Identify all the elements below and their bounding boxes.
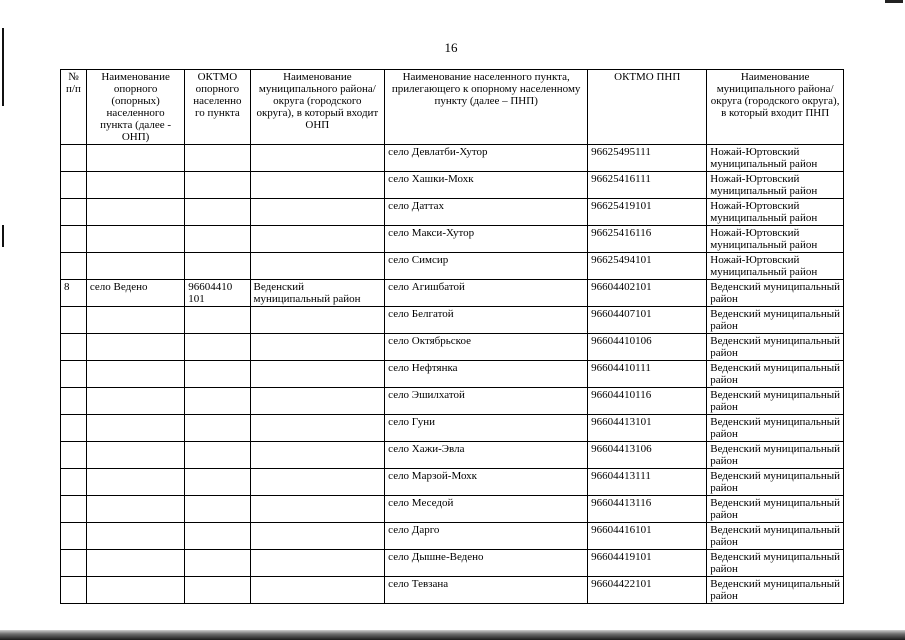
cell-pnp-district: Веденский муниципальный район xyxy=(707,415,844,442)
cell-onp-oktmo xyxy=(185,334,250,361)
table-row xyxy=(61,496,844,523)
cell-onp-name xyxy=(86,334,184,361)
cell-onp-name xyxy=(86,361,184,388)
cell-num xyxy=(61,415,87,442)
cell-onp-name xyxy=(86,199,184,226)
cell-pnp-oktmo: 96604413106 xyxy=(588,442,707,469)
cell-pnp-name: село Агишбатой xyxy=(385,280,588,307)
table-row xyxy=(61,307,844,334)
cell-pnp-oktmo: 96625416111 xyxy=(588,172,707,199)
table-row xyxy=(61,442,844,469)
cell-onp-district xyxy=(250,253,385,280)
cell-onp-district xyxy=(250,199,385,226)
table-row xyxy=(61,226,844,253)
cell-pnp-district: Веденский муниципальный район xyxy=(707,442,844,469)
cell-onp-oktmo xyxy=(185,442,250,469)
cell-pnp-name: село Хажи-Эвла xyxy=(385,442,588,469)
cell-pnp-district: Ножай-Юртовский муниципальный район xyxy=(707,226,844,253)
cell-onp-name xyxy=(86,226,184,253)
cell-num xyxy=(61,172,87,199)
cell-num xyxy=(61,469,87,496)
cell-onp-district xyxy=(250,577,385,604)
scan-bottom-edge xyxy=(0,630,905,640)
table-row xyxy=(61,577,844,604)
cell-onp-district xyxy=(250,334,385,361)
scan-edge-mark xyxy=(885,0,903,3)
cell-pnp-oktmo: 96604410111 xyxy=(588,361,707,388)
cell-pnp-district: Веденский муниципальный район xyxy=(707,550,844,577)
cell-onp-district xyxy=(250,496,385,523)
cell-onp-district: Веденский муниципальный район xyxy=(250,280,385,307)
cell-pnp-name: село Гуни xyxy=(385,415,588,442)
cell-onp-name xyxy=(86,442,184,469)
cell-onp-oktmo xyxy=(185,199,250,226)
settlements-table xyxy=(60,69,844,604)
header-onp-name: Наименование опорного (опорных) населенного пункта (далее - ОНП) xyxy=(86,70,184,145)
cell-onp-oktmo xyxy=(185,145,250,172)
cell-pnp-oktmo: 96604413111 xyxy=(588,469,707,496)
scan-edge-mark xyxy=(2,28,4,106)
cell-pnp-oktmo: 96625416116 xyxy=(588,226,707,253)
table-row xyxy=(61,172,844,199)
cell-onp-oktmo xyxy=(185,577,250,604)
header-pnp-district: Наименование муниципального района/округа (городского округа), в который входит ПНП xyxy=(707,70,844,145)
cell-onp-name xyxy=(86,469,184,496)
cell-onp-district xyxy=(250,442,385,469)
header-onp-oktmo: ОКТМО опорного населенно го пункта xyxy=(185,70,250,145)
table-row xyxy=(61,280,844,307)
cell-pnp-name: село Симсир xyxy=(385,253,588,280)
cell-pnp-district: Веденский муниципальный район xyxy=(707,523,844,550)
cell-onp-district xyxy=(250,226,385,253)
cell-num xyxy=(61,361,87,388)
header-pnp-oktmo: ОКТМО ПНП xyxy=(588,70,707,145)
page-number: 16 xyxy=(444,40,458,55)
table-header xyxy=(61,70,844,145)
cell-num xyxy=(61,550,87,577)
cell-num xyxy=(61,145,87,172)
cell-pnp-oktmo: 96625419101 xyxy=(588,199,707,226)
cell-pnp-oktmo: 96604413101 xyxy=(588,415,707,442)
cell-onp-oktmo xyxy=(185,226,250,253)
table-row xyxy=(61,199,844,226)
cell-onp-oktmo xyxy=(185,253,250,280)
cell-num xyxy=(61,253,87,280)
cell-num xyxy=(61,334,87,361)
cell-onp-name xyxy=(86,145,184,172)
cell-pnp-name: село Нефтянка xyxy=(385,361,588,388)
cell-pnp-oktmo: 96604410116 xyxy=(588,388,707,415)
header-onp-district: Наименование муниципального района/округа (городского округа), в который входит ОНП xyxy=(250,70,385,145)
header-num: № п/п xyxy=(61,70,87,145)
cell-onp-district xyxy=(250,388,385,415)
cell-onp-district xyxy=(250,361,385,388)
cell-onp-district xyxy=(250,469,385,496)
cell-pnp-district: Веденский муниципальный район xyxy=(707,361,844,388)
cell-pnp-name: село Девлатби-Хутор xyxy=(385,145,588,172)
cell-pnp-district: Веденский муниципальный район xyxy=(707,577,844,604)
cell-onp-district xyxy=(250,523,385,550)
cell-pnp-district: Ножай-Юртовский муниципальный район xyxy=(707,172,844,199)
cell-onp-name xyxy=(86,415,184,442)
cell-onp-name xyxy=(86,253,184,280)
cell-pnp-district: Ножай-Юртовский муниципальный район xyxy=(707,253,844,280)
table-row xyxy=(61,523,844,550)
table-row xyxy=(61,334,844,361)
cell-num xyxy=(61,307,87,334)
cell-pnp-name: село Даттах xyxy=(385,199,588,226)
cell-onp-oktmo xyxy=(185,172,250,199)
cell-pnp-oktmo: 96604422101 xyxy=(588,577,707,604)
cell-pnp-name: село Дышне-Ведено xyxy=(385,550,588,577)
cell-pnp-district: Веденский муниципальный район xyxy=(707,280,844,307)
cell-pnp-oktmo: 96604416101 xyxy=(588,523,707,550)
cell-onp-name xyxy=(86,388,184,415)
cell-pnp-district: Ножай-Юртовский муниципальный район xyxy=(707,199,844,226)
table-row xyxy=(61,469,844,496)
cell-num xyxy=(61,199,87,226)
table-row xyxy=(61,253,844,280)
cell-pnp-oktmo: 96604402101 xyxy=(588,280,707,307)
cell-onp-oktmo xyxy=(185,523,250,550)
cell-num xyxy=(61,442,87,469)
cell-pnp-district: Веденский муниципальный район xyxy=(707,307,844,334)
cell-onp-name xyxy=(86,523,184,550)
table-row xyxy=(61,415,844,442)
cell-pnp-name: село Меседой xyxy=(385,496,588,523)
cell-num xyxy=(61,523,87,550)
cell-onp-oktmo xyxy=(185,415,250,442)
cell-pnp-district: Веденский муниципальный район xyxy=(707,469,844,496)
cell-pnp-name: село Дарго xyxy=(385,523,588,550)
cell-pnp-name: село Эшилхатой xyxy=(385,388,588,415)
cell-num xyxy=(61,577,87,604)
cell-onp-district xyxy=(250,307,385,334)
cell-onp-name xyxy=(86,496,184,523)
cell-onp-name xyxy=(86,307,184,334)
cell-onp-oktmo: 96604410 101 xyxy=(185,280,250,307)
cell-pnp-oktmo: 96604419101 xyxy=(588,550,707,577)
table-body xyxy=(61,145,844,604)
cell-pnp-name: село Октябрьское xyxy=(385,334,588,361)
cell-onp-district xyxy=(250,172,385,199)
cell-num xyxy=(61,496,87,523)
cell-onp-name xyxy=(86,172,184,199)
header-pnp-name: Наименование населенного пункта, прилегающего к опорному населенному пункту (далее – ПНП) xyxy=(385,70,588,145)
cell-onp-name: село Ведено xyxy=(86,280,184,307)
cell-onp-oktmo xyxy=(185,361,250,388)
cell-pnp-name: село Тевзана xyxy=(385,577,588,604)
cell-pnp-district: Веденский муниципальный район xyxy=(707,496,844,523)
table-row xyxy=(61,361,844,388)
cell-pnp-district: Веденский муниципальный район xyxy=(707,388,844,415)
cell-onp-district xyxy=(250,145,385,172)
cell-onp-district xyxy=(250,550,385,577)
scan-edge-mark xyxy=(2,225,4,247)
cell-num xyxy=(61,226,87,253)
cell-onp-oktmo xyxy=(185,307,250,334)
table-row xyxy=(61,388,844,415)
cell-pnp-district: Ножай-Юртовский муниципальный район xyxy=(707,145,844,172)
cell-pnp-oktmo: 96625494101 xyxy=(588,253,707,280)
table-row xyxy=(61,145,844,172)
cell-pnp-name: село Хашки-Мохк xyxy=(385,172,588,199)
cell-pnp-oktmo: 96625495111 xyxy=(588,145,707,172)
cell-onp-oktmo xyxy=(185,550,250,577)
cell-pnp-oktmo: 96604413116 xyxy=(588,496,707,523)
cell-pnp-name: село Макси-Хутор xyxy=(385,226,588,253)
cell-num xyxy=(61,388,87,415)
table-row xyxy=(61,550,844,577)
header-row xyxy=(61,70,844,145)
cell-pnp-district: Веденский муниципальный район xyxy=(707,334,844,361)
cell-pnp-name: село Белгатой xyxy=(385,307,588,334)
cell-onp-oktmo xyxy=(185,388,250,415)
cell-pnp-name: село Марзой-Мохк xyxy=(385,469,588,496)
cell-pnp-oktmo: 96604410106 xyxy=(588,334,707,361)
cell-onp-oktmo xyxy=(185,496,250,523)
cell-pnp-oktmo: 96604407101 xyxy=(588,307,707,334)
cell-onp-name xyxy=(86,550,184,577)
cell-onp-district xyxy=(250,415,385,442)
cell-onp-name xyxy=(86,577,184,604)
cell-onp-oktmo xyxy=(185,469,250,496)
cell-num: 8 xyxy=(61,280,87,307)
